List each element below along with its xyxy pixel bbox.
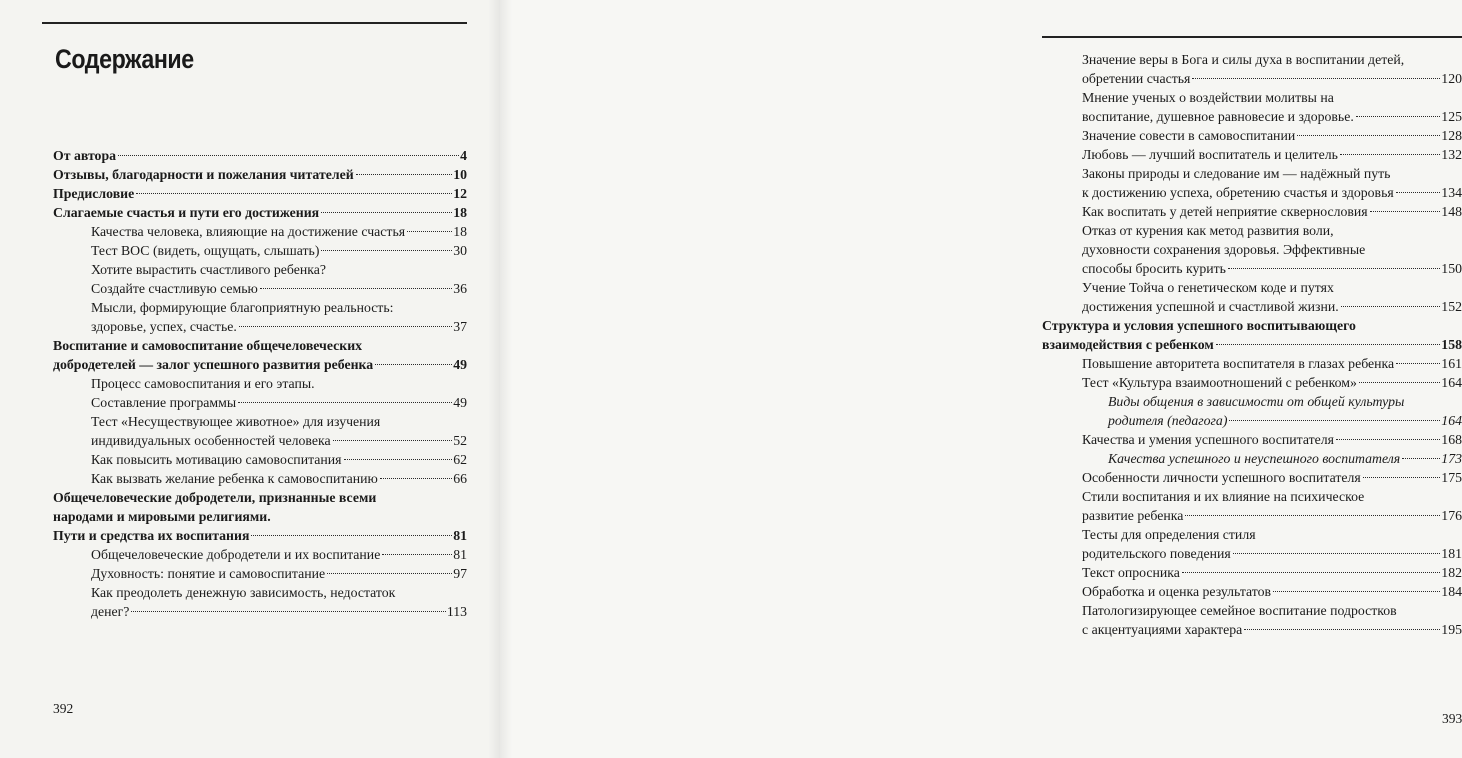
- toc-entry-line: [1042, 316, 1462, 335]
- top-rule: [42, 22, 467, 24]
- toc-page-number: 97: [453, 566, 467, 581]
- dot-leader: [1228, 267, 1440, 269]
- dot-leader: [1396, 191, 1441, 193]
- toc-entry: [53, 241, 467, 260]
- toc-entry: [1042, 468, 1462, 487]
- toc-entry: [1042, 126, 1462, 145]
- toc-entry-text: Составление программы: [91, 395, 237, 410]
- dot-leader: [1396, 362, 1440, 364]
- toc-entry-line: [91, 545, 467, 564]
- toc-page-number: 158: [1441, 337, 1462, 352]
- toc-entry-text: Повышение авторитета воспитателя в глазах ребенка: [1082, 356, 1395, 371]
- toc-entry: [53, 298, 467, 336]
- toc-entry-text: Текст опросника: [1082, 565, 1180, 580]
- toc-entry-text: Общечеловеческие добродетели и их воспитание: [91, 547, 381, 562]
- toc-entry-line: [1082, 278, 1462, 297]
- dot-leader: [1340, 153, 1440, 155]
- dot-leader: [239, 325, 452, 327]
- toc-entry-line: [91, 431, 467, 450]
- toc-entry: [1042, 449, 1462, 468]
- dot-leader: [1244, 628, 1440, 630]
- toc-page-number: 62: [453, 452, 467, 467]
- toc-entry-text: способы бросить курить: [1082, 261, 1226, 276]
- toc-entry-line: [1082, 240, 1462, 259]
- dot-leader: [375, 363, 452, 365]
- toc-entry-line: [1082, 145, 1462, 164]
- toc-entry-text: Отзывы, благодарности и пожелания читателей: [53, 167, 354, 182]
- dot-leader: [238, 401, 452, 403]
- toc-entry-line: [1082, 221, 1462, 240]
- toc-entry-line: [91, 469, 467, 488]
- toc-entry-text: родителя (педагога): [1108, 413, 1228, 428]
- toc-entry: [1042, 354, 1462, 373]
- toc-entry-text: Как преодолеть денежную зависимость, недостаток: [91, 585, 396, 600]
- dot-leader: [1363, 476, 1441, 478]
- dot-leader: [1182, 571, 1440, 573]
- toc-entry-text: взаимодействия с ребенком: [1042, 337, 1214, 352]
- toc-entry: [1042, 278, 1462, 316]
- toc-entry-line: [53, 336, 467, 355]
- toc-entry-text: Учение Тойча о генетическом коде и путях: [1082, 280, 1334, 295]
- toc-page-number: 150: [1441, 261, 1462, 276]
- toc-entry-line: [1082, 259, 1462, 278]
- toc-entry-text: Отказ от курения как метод развития воли,: [1082, 223, 1334, 238]
- toc-entry-text: Создайте счастливую семью: [91, 281, 258, 296]
- toc-page-number: 125: [1441, 109, 1462, 124]
- toc-entry-line: [91, 583, 467, 602]
- toc-entry-text: Стили воспитания и их влияние на психическое: [1082, 489, 1365, 504]
- toc-entry-line: [53, 165, 467, 184]
- toc-entry-text: обретении счастья: [1082, 71, 1191, 86]
- toc-entry: [53, 203, 467, 222]
- toc-entry-line: [1082, 487, 1462, 506]
- toc-page-number: 113: [446, 604, 467, 619]
- toc-page-number: 132: [1441, 147, 1462, 162]
- left-page: [0, 0, 500, 758]
- toc-entry-line: [91, 222, 467, 241]
- toc-entry-line: [1082, 506, 1462, 525]
- dot-leader: [1192, 77, 1440, 79]
- toc-page-number: 18: [453, 205, 467, 220]
- toc-entry-line: [53, 146, 467, 165]
- toc-entry-line: [91, 412, 467, 431]
- toc-page-number: 176: [1441, 508, 1462, 523]
- dot-leader: [118, 154, 459, 156]
- toc-entry: [53, 260, 467, 298]
- dot-leader: [344, 458, 453, 460]
- toc-page-number: 37: [453, 319, 467, 334]
- toc-entry: [53, 336, 467, 374]
- toc-entry-text: Тест ВОС (видеть, ощущать, слышать): [91, 243, 320, 258]
- dot-leader: [1370, 210, 1441, 212]
- dot-leader: [1356, 115, 1441, 117]
- dot-leader: [131, 610, 445, 612]
- toc-entry-text: Тест «Культура взаимоотношений с ребенком»: [1082, 375, 1357, 390]
- toc-page-number: 148: [1441, 204, 1462, 219]
- toc-entry-line: [91, 279, 467, 298]
- toc-entry-line: [91, 450, 467, 469]
- toc-entry: [1042, 316, 1462, 354]
- toc-entry-line: [1108, 392, 1462, 411]
- page-number-left: 392: [53, 701, 74, 716]
- toc-entry-text: развитие ребенка: [1082, 508, 1184, 523]
- toc-entry-text: Значение совести в самовоспитании: [1082, 128, 1296, 143]
- toc-entry-line: [1108, 411, 1462, 430]
- toc-page-number: 195: [1441, 622, 1462, 637]
- top-rule: [1042, 36, 1462, 38]
- right-page: [500, 0, 1462, 758]
- page-number-right: 393: [1442, 711, 1462, 726]
- toc-entry-line: [53, 184, 467, 203]
- toc-entry: [1042, 563, 1462, 582]
- toc-entry-line: [1082, 373, 1462, 392]
- toc-list-left: [53, 146, 467, 621]
- dot-leader: [1216, 343, 1441, 345]
- dot-leader: [251, 534, 452, 536]
- toc-entry-text: Обработка и оценка результатов: [1082, 584, 1272, 599]
- toc-page-number: 152: [1441, 299, 1462, 314]
- toc-entry-line: [91, 393, 467, 412]
- toc-entry-text: Виды общения в зависимости от общей культуры: [1108, 394, 1405, 409]
- toc-page-number: 49: [453, 395, 467, 410]
- toc-entry-line: [1082, 544, 1462, 563]
- toc-entry-text: Особенности личности успешного воспитателя: [1082, 470, 1361, 485]
- toc-entry: [53, 583, 467, 621]
- toc-entry-text: Структура и условия успешного воспитывающего: [1042, 318, 1356, 333]
- toc-page-number: 134: [1441, 185, 1462, 200]
- toc-entry-line: [91, 298, 467, 317]
- toc-entry-line: [1082, 430, 1462, 449]
- dot-leader: [1185, 514, 1440, 516]
- toc-entry-text: Хотите вырастить счастливого ребенка?: [91, 262, 327, 277]
- toc-entry-line: [1082, 601, 1462, 620]
- toc-entry: [53, 165, 467, 184]
- toc-page-number: 52: [453, 433, 467, 448]
- toc-page-number: 30: [453, 243, 467, 258]
- toc-entry-text: Значение веры в Бога и силы духа в воспитании детей,: [1082, 52, 1405, 67]
- toc-entry-line: [1082, 50, 1462, 69]
- toc-page-number: 4: [460, 148, 467, 163]
- toc-entry: [53, 184, 467, 203]
- toc-entry-line: [1082, 563, 1462, 582]
- toc-entry-text: денег?: [91, 604, 130, 619]
- toc-page-number: 81: [453, 547, 467, 562]
- toc-entry: [1042, 221, 1462, 278]
- toc-entry-text: Мнение ученых о воздействии молитвы на: [1082, 90, 1334, 105]
- toc-page-number: 181: [1441, 546, 1462, 561]
- toc-entry-text: с акцентуациями характера: [1082, 622, 1243, 637]
- toc-entry-text: Процесс самовоспитания и его этапы.: [91, 376, 315, 391]
- toc-page-number: 164: [1441, 375, 1462, 390]
- dot-leader: [1233, 552, 1441, 554]
- toc-entry: [53, 526, 467, 545]
- toc-page-number: 18: [453, 224, 467, 239]
- toc-entry-line: [1082, 354, 1462, 373]
- toc-entry-line: [1082, 525, 1462, 544]
- toc-entry-line: [91, 260, 467, 279]
- toc-entry: [1042, 601, 1462, 639]
- toc-entry-text: Качества успешного и неуспешного воспитателя: [1108, 451, 1401, 466]
- dot-leader: [380, 477, 452, 479]
- toc-page-number: 173: [1441, 451, 1462, 466]
- toc-entry-line: [91, 374, 467, 393]
- toc-entry-line: [1082, 69, 1462, 88]
- toc-page-number: 168: [1441, 432, 1462, 447]
- toc-entry: [53, 545, 467, 564]
- dot-leader: [1297, 134, 1440, 136]
- toc-page-number: 161: [1441, 356, 1462, 371]
- dot-leader: [356, 173, 453, 175]
- toc-entry-text: Как вызвать желание ребенка к самовоспитанию: [91, 471, 378, 486]
- toc-entry-text: родительского поведения: [1082, 546, 1231, 561]
- toc-page-number: 10: [453, 167, 467, 182]
- toc-entry-text: Воспитание и самовоспитание общечеловеческих: [53, 338, 363, 353]
- toc-entry-text: Патологизирующее семейное воспитание подростков: [1082, 603, 1397, 618]
- book-gutter: [488, 0, 512, 758]
- dot-leader: [1273, 590, 1440, 592]
- toc-entry: [53, 469, 467, 488]
- toc-entry-line: [53, 355, 467, 374]
- toc-entry: [1042, 50, 1462, 88]
- toc-entry: [1042, 487, 1462, 525]
- toc-entry: [1042, 582, 1462, 601]
- dot-leader: [1336, 438, 1440, 440]
- dot-leader: [407, 230, 452, 232]
- toc-entry: [1042, 392, 1462, 430]
- toc-entry: [53, 564, 467, 583]
- toc-entry: [1042, 373, 1462, 392]
- toc-entry: [53, 412, 467, 450]
- toc-entry: [1042, 202, 1462, 221]
- toc-entry-line: [1082, 582, 1462, 601]
- dot-leader: [382, 553, 452, 555]
- toc-entry-line: [91, 241, 467, 260]
- toc-entry-text: Качества человека, влияющие на достижение счастья: [91, 224, 406, 239]
- toc-entry: [1042, 145, 1462, 164]
- toc-entry-text: Предисловие: [53, 186, 135, 201]
- toc-entry-text: Как воспитать у детей неприятие сквернословия: [1082, 204, 1368, 219]
- dot-leader: [136, 192, 452, 194]
- toc-entry-text: Качества и умения успешного воспитателя: [1082, 432, 1335, 447]
- toc-entry-line: [1108, 449, 1462, 468]
- toc-entry-text: Любовь — лучший воспитатель и целитель: [1082, 147, 1338, 162]
- toc-entry: [53, 450, 467, 469]
- toc-page-number: 49: [453, 357, 467, 372]
- toc-entry-text: народами и мировыми религиями.: [53, 509, 271, 524]
- dot-leader: [327, 572, 452, 574]
- toc-entry-text: Мысли, формирующие благоприятную реальность:: [91, 300, 394, 315]
- toc-entry-text: достижения успешной и счастливой жизни.: [1082, 299, 1339, 314]
- toc-entry-line: [53, 203, 467, 222]
- toc-page-number: 175: [1441, 470, 1462, 485]
- toc-entry-line: [91, 317, 467, 336]
- toc-entry-text: индивидуальных особенностей человека: [91, 433, 331, 448]
- toc-entry: [1042, 430, 1462, 449]
- toc-entry-line: [1082, 164, 1462, 183]
- toc-page-number: 120: [1441, 71, 1462, 86]
- toc-entry-line: [1082, 126, 1462, 145]
- toc-entry-text: к достижению успеха, обретению счастья и здоровья: [1082, 185, 1394, 200]
- toc-entry: [1042, 88, 1462, 126]
- toc-entry-text: здоровье, успех, счастье.: [91, 319, 237, 334]
- toc-entry-line: [53, 507, 467, 526]
- toc-entry-line: [1082, 107, 1462, 126]
- toc-entry: [1042, 525, 1462, 563]
- toc-list-right: [1042, 50, 1462, 639]
- dot-leader: [260, 287, 452, 289]
- dot-leader: [1341, 305, 1441, 307]
- toc-entry-line: [91, 602, 467, 621]
- toc-entry-text: От автора: [53, 148, 117, 163]
- toc-entry: [53, 146, 467, 165]
- toc-page-number: 12: [453, 186, 467, 201]
- toc-page-number: 81: [453, 528, 467, 543]
- toc-entry-line: [1082, 88, 1462, 107]
- toc-entry-line: [91, 564, 467, 583]
- toc-entry-text: добродетелей — залог успешного развития ребенка: [53, 357, 374, 372]
- toc-entry-line: [1082, 202, 1462, 221]
- toc-entry-text: Тесты для определения стиля: [1082, 527, 1256, 542]
- toc-page-number: 164: [1441, 413, 1462, 428]
- dot-leader: [1402, 457, 1440, 459]
- toc-entry-text: Законы природы и следование им — надёжный путь: [1082, 166, 1391, 181]
- toc-page-number: 182: [1441, 565, 1462, 580]
- toc-entry-text: Духовность: понятие и самовоспитание: [91, 566, 326, 581]
- toc-entry-text: Слагаемые счастья и пути его достижения: [53, 205, 320, 220]
- toc-entry-line: [1082, 468, 1462, 487]
- toc-entry-line: [1082, 297, 1462, 316]
- toc-entry-line: [1082, 620, 1462, 639]
- toc-entry-text: духовности сохранения здоровья. Эффективные: [1082, 242, 1366, 257]
- toc-page-number: 36: [453, 281, 467, 296]
- toc-entry: [53, 488, 467, 526]
- dot-leader: [321, 211, 452, 213]
- toc-entry-text: воспитание, душевное равновесие и здоровье.: [1082, 109, 1354, 124]
- toc-page-number: 128: [1441, 128, 1462, 143]
- toc-entry-line: [53, 488, 467, 507]
- toc-entry-text: Пути и средства их воспитания: [53, 528, 250, 543]
- toc-entry-line: [53, 526, 467, 545]
- dot-leader: [333, 439, 453, 441]
- toc-entry-line: [1082, 183, 1462, 202]
- toc-entry-text: Общечеловеческие добродетели, признанные всеми: [53, 490, 377, 505]
- toc-entry: [53, 222, 467, 241]
- toc-page-number: 66: [453, 471, 467, 486]
- toc-entry-text: Тест «Несуществующее животное» для изучения: [91, 414, 381, 429]
- dot-leader: [321, 249, 452, 251]
- toc-entry: [53, 374, 467, 412]
- toc-title: Содержание: [55, 44, 194, 74]
- toc-entry: [1042, 164, 1462, 202]
- toc-page-number: 184: [1441, 584, 1462, 599]
- toc-entry-text: Как повысить мотивацию самовоспитания: [91, 452, 342, 467]
- dot-leader: [1229, 419, 1440, 421]
- toc-entry-line: [1042, 335, 1462, 354]
- dot-leader: [1359, 381, 1440, 383]
